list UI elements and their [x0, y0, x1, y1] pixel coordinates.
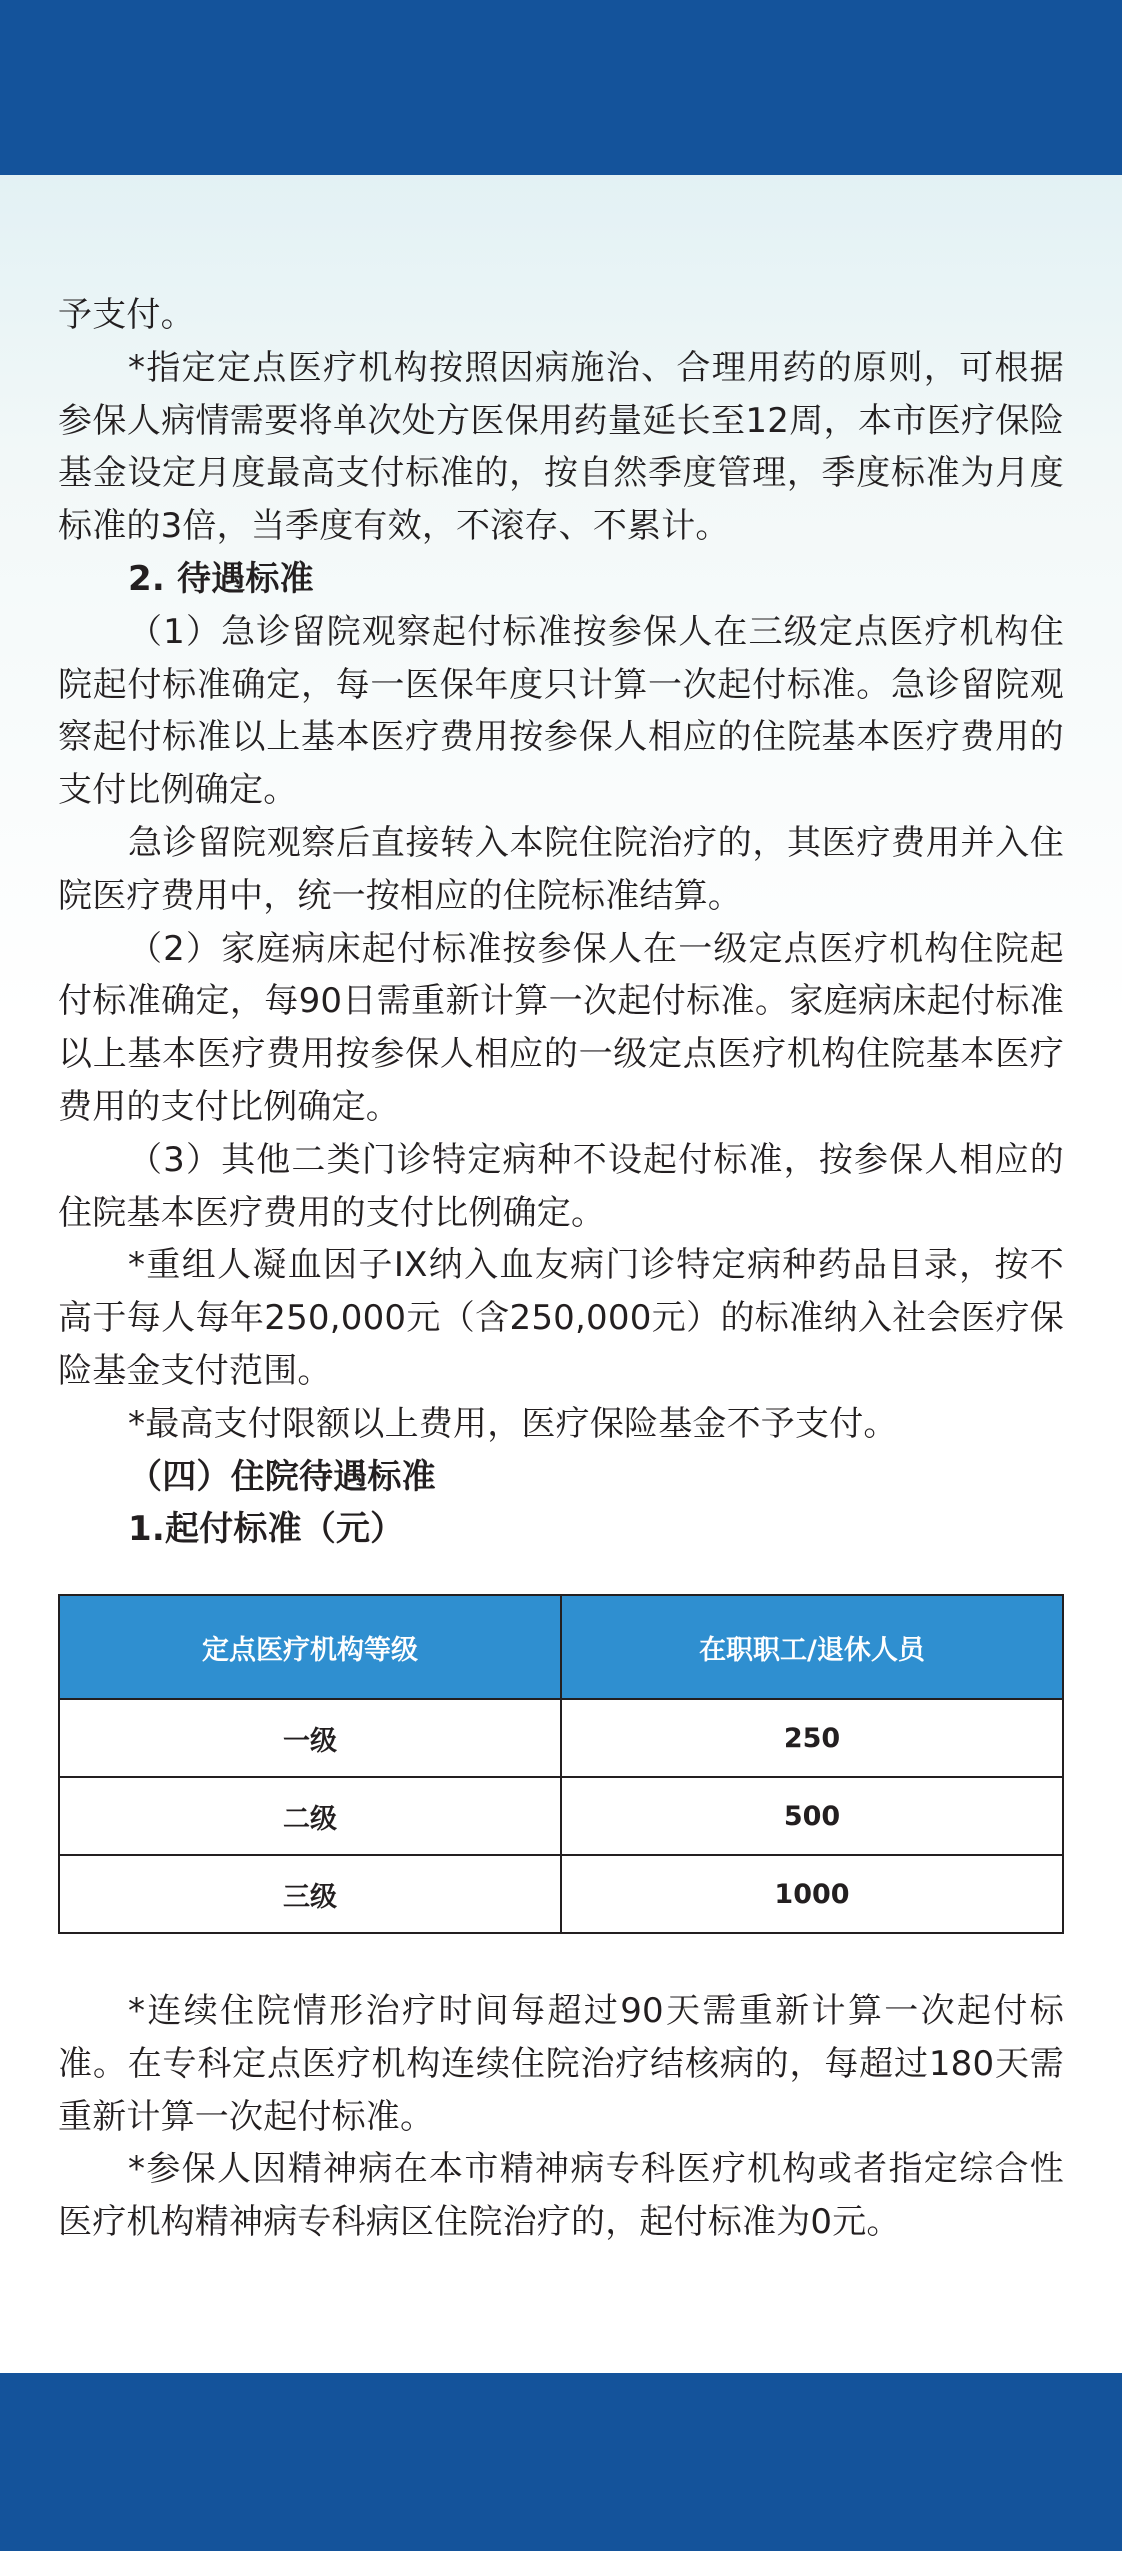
paragraph-factor-ix-note: *重组人凝血因子IX纳入血友病门诊特定病种药品目录，按不高于每人每年250,000元（含250,000元）的标准纳入社会医疗保险基金支付范围。 [58, 1245, 1064, 1391]
table-row [59, 1699, 1063, 1777]
paragraph-emergency-observation: （1）急诊留院观察起付标准按参保人在三级定点医疗机构住院起付标准确定，每一医保年度只计算一次起付标准。急诊留院观察起付标准以上基本医疗费用按参保人相应的住院基本医疗费用的支付比例确定。 [58, 611, 1064, 811]
paragraph-max-limit-note: *最高支付限额以上费用，医疗保险基金不予支付。 [128, 1403, 898, 1444]
table-cell-level: 三级 [59, 1855, 561, 1933]
table-cell-level: 二级 [59, 1777, 561, 1855]
deductible-table [58, 1594, 1064, 1934]
section-heading-inpatient: （四）住院待遇标准 [128, 1456, 436, 1497]
table-row [59, 1777, 1063, 1855]
paragraph-home-bed: （2）家庭病床起付标准按参保人在一级定点医疗机构住院起付标准确定，每90日需重新计算一次起付标准。家庭病床起付标准以上基本医疗费用按参保人相应的一级定点医疗机构住院基本医疗费用的支付比例确定。 [58, 928, 1064, 1127]
table-header-row [59, 1595, 1063, 1699]
bottom-banner [0, 2373, 1122, 2551]
paragraph-continuation: 予支付。 [58, 295, 195, 335]
paragraph-drug-supply-note: *指定定点医疗机构按照因病施治、合理用药的原则，可根据参保人病情需要将单次处方医保用药量延长至12周，本市医疗保险基金设定月度最高支付标准的，按自然季度管理，季度标准为月度标准的3倍，当季度有效，不滚存、不累计。 [58, 347, 1064, 547]
table-cell-level: 一级 [59, 1699, 561, 1777]
table-cell-amount: 500 [561, 1777, 1063, 1855]
note-mental-illness: *参保人因精神病在本市精神病专科医疗机构或者指定综合性医疗机构精神病专科病区住院治疗的，起付标准为0元。 [58, 2149, 1064, 2243]
note-continuous-stay: *连续住院情形治疗时间每超过90天需重新计算一次起付标准。在专科定点医疗机构连续住院治疗结核病的，每超过180天需重新计算一次起付标准。 [58, 1991, 1064, 2137]
table-row [59, 1855, 1063, 1933]
table-cell-amount: 250 [561, 1699, 1063, 1777]
top-banner [0, 0, 1122, 175]
paragraph-other-outpatient: （3）其他二类门诊特定病种不设起付标准，按参保人相应的住院基本医疗费用的支付比例确定。 [58, 1139, 1064, 1233]
column-header-amount: 在职职工/退休人员 [561, 1595, 1063, 1699]
section-heading-benefit-standard: 2. 待遇标准 [128, 558, 314, 599]
column-header-level: 定点医疗机构等级 [59, 1595, 561, 1699]
table-cell-amount: 1000 [561, 1855, 1063, 1933]
paragraph-emergency-transfer: 急诊留院观察后直接转入本院住院治疗的，其医疗费用并入住院医疗费用中，统一按相应的住院标准结算。 [58, 822, 1064, 916]
notes-block [58, 1985, 1064, 2249]
main-text [58, 289, 1064, 1556]
subheading-deductible: 1.起付标准（元） [128, 1509, 405, 1550]
